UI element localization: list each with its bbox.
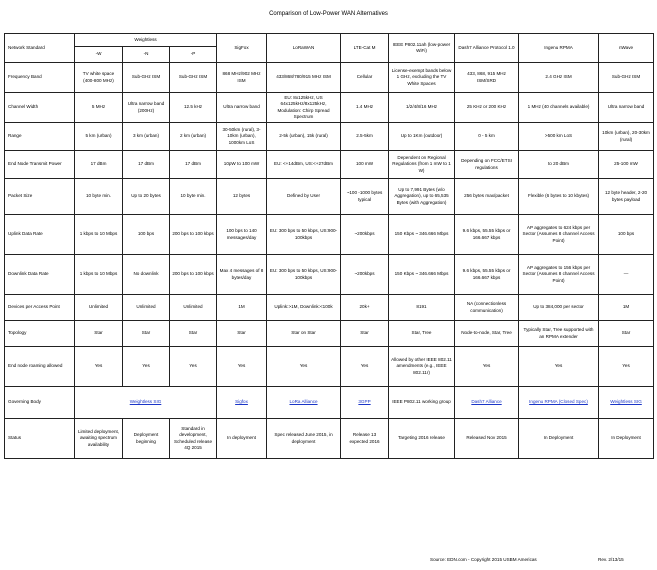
table-cell: 5 MHz (75, 93, 123, 123)
table-cell: 200 bps to 100 kbps (170, 255, 217, 295)
header-cell: Dash7 Alliance Protocol 1.0 (455, 34, 519, 63)
table-cell: Yes (267, 347, 341, 387)
table-cell: 150 Kbps ~ 346.666 Mbps (389, 255, 455, 295)
subheader-cell: -W (75, 47, 123, 63)
table-cell (455, 387, 519, 419)
table-cell: Standard in development, Scheduled release 4Q 2015 (170, 419, 217, 459)
table-cell: 0 - 5 km (455, 123, 519, 151)
table-row (5, 63, 654, 93)
table-cell: 10km (urban), 20-30km (rural) (599, 123, 654, 151)
table-cell: ~200kbps (341, 215, 389, 255)
table-cell: Yes (519, 347, 599, 387)
table-row (5, 179, 654, 215)
table-cell: 256 bytes max/packet (455, 179, 519, 215)
table-cell: 3 km (urban) (123, 123, 170, 151)
governing-body-link[interactable]: Dash7 Alliance (471, 399, 502, 405)
table-cell: Star on Star (267, 321, 341, 347)
table-cell: 25 KHz or 200 KHz (455, 93, 519, 123)
table-cell: Node-to-node, Star, Tree (455, 321, 519, 347)
table-cell: TV white space (400-800 MHz) (75, 63, 123, 93)
table-cell: 12 bytes (217, 179, 267, 215)
header-cell: LTE-Cat M (341, 34, 389, 63)
table-cell: 9.6 kbps, 55.55 kbps or 166.667 kbps (455, 255, 519, 295)
subheader-cell: -N (123, 47, 170, 63)
table-cell: Defined by User (267, 179, 341, 215)
header-cell: Ingenu RPMA (519, 34, 599, 63)
table-cell: to 20 dBm (519, 151, 599, 179)
cell-text: IEEE P802.11 working group (392, 399, 451, 405)
table-cell: 17 dBm (170, 151, 217, 179)
table-cell: 100 bps (123, 215, 170, 255)
header-cell: IEEE P802.11ah (low-power WiFi) (389, 34, 455, 63)
table-cell: EU: <+14dBm, US:<+27dBm (267, 151, 341, 179)
table-cell: Ultra narrow band (217, 93, 267, 123)
table-cell: 17 dBm (123, 151, 170, 179)
governing-body-link[interactable]: Ingenu RPMA (Closed Spec) (529, 399, 588, 405)
governing-body-link[interactable]: Sigfox (235, 399, 248, 405)
table-cell: NA (connectionless communication) (455, 295, 519, 321)
table-cell: In Deployment (599, 419, 654, 459)
table-cell: 1.4 MHz (341, 93, 389, 123)
table-cell: EU: 300 bps to 50 kbps, US:900-100kbps (267, 255, 341, 295)
table-cell: 150 Kbps ~ 346.666 Mbps (389, 215, 455, 255)
table-cell (217, 387, 267, 419)
table-cell: 100 bps (599, 215, 654, 255)
table-cell: ~200kbps (341, 255, 389, 295)
header-cell: Network Standard (5, 34, 75, 63)
table-cell: EU: 8x125kHz, US 64x125kHz/8x125kHz, Modulation: Chirp Spread Spectrum (267, 93, 341, 123)
table-cell: 1/2/4/8/16 MHz (389, 93, 455, 123)
table-cell: 100 mW (341, 151, 389, 179)
table-cell: 868 MHz/902 MHz ISM (217, 63, 267, 93)
table-cell: Star (341, 321, 389, 347)
table-cell: Yes (75, 347, 123, 387)
table-cell: Star (217, 321, 267, 347)
table-cell: 1M (217, 295, 267, 321)
table-cell: 12.5 kHz (170, 93, 217, 123)
table-cell: 10 byte min. (75, 179, 123, 215)
governing-body-link[interactable]: Weightless SIG (129, 399, 162, 405)
comparison-table (4, 33, 654, 459)
table-row (5, 151, 654, 179)
table-cell: Up to 20 bytes (123, 179, 170, 215)
row-label: Uplink Data Rate (5, 215, 75, 255)
table-cell: Released Nov 2015 (455, 419, 519, 459)
table-row (5, 295, 654, 321)
row-label: Downlink Data Rate (5, 255, 75, 295)
table-cell: Yes (599, 347, 654, 387)
footer-source: Source: EDN.com - Copyright 2015 USBM Americas (430, 557, 537, 562)
table-cell: Release 13 expected 2016 (341, 419, 389, 459)
row-label: Devices per Access Point (5, 295, 75, 321)
table-cell: 2.4 GHz ISM (519, 63, 599, 93)
table-row (5, 123, 654, 151)
table-cell: 8191 (389, 295, 455, 321)
table-row (5, 419, 654, 459)
table-row (5, 387, 654, 419)
table-cell: Up to 7,991 Bytes (w/o Aggregation), up to 65,535 Bytes (with Aggregation) (389, 179, 455, 215)
table-cell: Unlimited (75, 295, 123, 321)
table-cell: Flexible (6 bytes to 10 kbytes) (519, 179, 599, 215)
table-cell: 17 dBm (75, 151, 123, 179)
table-cell: Unlimited (123, 295, 170, 321)
table-cell: Depending on FCC/ETSI regulations (455, 151, 519, 179)
table-cell: 10pW to 100 mW (217, 151, 267, 179)
table-cell: No downlink (123, 255, 170, 295)
header-cell: LoRaWAN (267, 34, 341, 63)
table-cell: 12 byte header, 2-20 bytes payload (599, 179, 654, 215)
table-cell: 2 km (urban) (170, 123, 217, 151)
table-cell: 200 bps to 100 kbps (170, 215, 217, 255)
table-cell: Star (75, 321, 123, 347)
table-cell (267, 387, 341, 419)
table-cell (341, 387, 389, 419)
row-label: Frequency Band (5, 63, 75, 93)
table-cell: 2-5k (urban), 15k (rural) (267, 123, 341, 151)
table-cell: Ultra narrow band (599, 93, 654, 123)
table-cell: 1 MHz (40 channels available) (519, 93, 599, 123)
table-cell: Sub-GHz ISM (599, 63, 654, 93)
table-cell: Targeting 2016 release (389, 419, 455, 459)
row-label: Channel Width (5, 93, 75, 123)
row-label: Range (5, 123, 75, 151)
table-cell: 1M (599, 295, 654, 321)
table-cell: Max 4 messages of 8 bytes/day (217, 255, 267, 295)
table-cell: Cellular (341, 63, 389, 93)
table-cell: Star, Tree (389, 321, 455, 347)
table-cell: Allowed by other IEEE 802.11 amendments (e.g., IEEE 802.11r) (389, 347, 455, 387)
table-cell: Star (170, 321, 217, 347)
table-cell (75, 387, 217, 419)
table-cell: Limited deployment, awaiting spectrum availability (75, 419, 123, 459)
table-cell: Sub-GHz ISM (123, 63, 170, 93)
table-cell: Deployment beginning (123, 419, 170, 459)
header-cell: nWave (599, 34, 654, 63)
table-cell: AP aggregates to 624 kbps per Sector (Assumes 8 channel Access Point) (519, 215, 599, 255)
header-cell: Weightless (75, 34, 217, 47)
subheader-cell: -P (170, 47, 217, 63)
table-cell: 1 kbps to 10 Mbps (75, 255, 123, 295)
table-cell: 5 km (urban) (75, 123, 123, 151)
table-cell: 9.6 kbps, 55.55 kbps or 166.667 kbps (455, 215, 519, 255)
table-cell: 1 kbps to 10 Mbps (75, 215, 123, 255)
row-label: End Node Transmit Power (5, 151, 75, 179)
table-cell (599, 387, 654, 419)
table-cell: Yes (123, 347, 170, 387)
table-cell: 100 bps to 140 messages/day (217, 215, 267, 255)
table-cell: 10 byte min. (170, 179, 217, 215)
table-cell: Unlimited (170, 295, 217, 321)
row-label: Governing Body (5, 387, 75, 419)
table-cell: 25-100 mW (599, 151, 654, 179)
table-cell: 2.5-5km (341, 123, 389, 151)
table-cell: In Deployment (519, 419, 599, 459)
page-title: Comparison of Low-Power WAN Alternatives (269, 11, 388, 17)
table-cell: >500 km LoS (519, 123, 599, 151)
table-cell (519, 387, 599, 419)
table-cell: License-exempt bands below 1 GHz, excluding the TV White Spaces (389, 63, 455, 93)
table-cell (389, 387, 455, 419)
table-cell: Up to 1Km (outdoor) (389, 123, 455, 151)
table-cell: 20k+ (341, 295, 389, 321)
table-cell: Spec released June 2015, in deployment (267, 419, 341, 459)
table-cell: AP aggregates to 156 kbps per Sector (Assumes 8 channel Access Point) (519, 255, 599, 295)
table-row (5, 215, 654, 255)
table-cell: Sub-GHz ISM (170, 63, 217, 93)
table-cell: Yes (170, 347, 217, 387)
table-cell: Uplink:>1M, Downlink:<100k (267, 295, 341, 321)
row-label: Topology (5, 321, 75, 347)
table-cell: In deployment (217, 419, 267, 459)
table-cell: EU: 300 bps to 50 kbps, US:900-100kbps (267, 215, 341, 255)
table-row (5, 255, 654, 295)
header-row (5, 34, 654, 47)
table-cell: — (599, 255, 654, 295)
governing-body-link[interactable]: Weightless SIG (610, 399, 642, 405)
table-cell: Yes (217, 347, 267, 387)
table-cell: 433/868/780/915 MHz ISM (267, 63, 341, 93)
governing-body-link[interactable]: LoRa Alliance (289, 399, 318, 405)
table-cell: Ultra narrow band (200Hz) (123, 93, 170, 123)
table-cell: Dependent on Regional Regulations (from 1 mW to 1 W) (389, 151, 455, 179)
table-cell: Typically Star, Tree supported with an RPMA extender (519, 321, 599, 347)
table-row (5, 93, 654, 123)
governing-body-link[interactable]: 3GPP (358, 399, 371, 405)
row-label: Packet Size (5, 179, 75, 215)
table-cell: Star (599, 321, 654, 347)
table-cell: 433, 868, 915 MHz ISM/SRD (455, 63, 519, 93)
table-cell: 30-50km (rural), 3-10km (urban), 1000km LoS (217, 123, 267, 151)
header-cell: SigFox (217, 34, 267, 63)
table-cell: Up to 384,000 per sector (519, 295, 599, 321)
table-cell: ~100 -1000 bytes typical (341, 179, 389, 215)
footer-revision: Rev. 2/13/15 (598, 557, 624, 562)
row-label: End node roaming allowed (5, 347, 75, 387)
row-label: Status (5, 419, 75, 459)
table-cell: Yes (341, 347, 389, 387)
table-row (5, 347, 654, 387)
table-cell: Yes (455, 347, 519, 387)
table-row (5, 321, 654, 347)
table-cell: Star (123, 321, 170, 347)
